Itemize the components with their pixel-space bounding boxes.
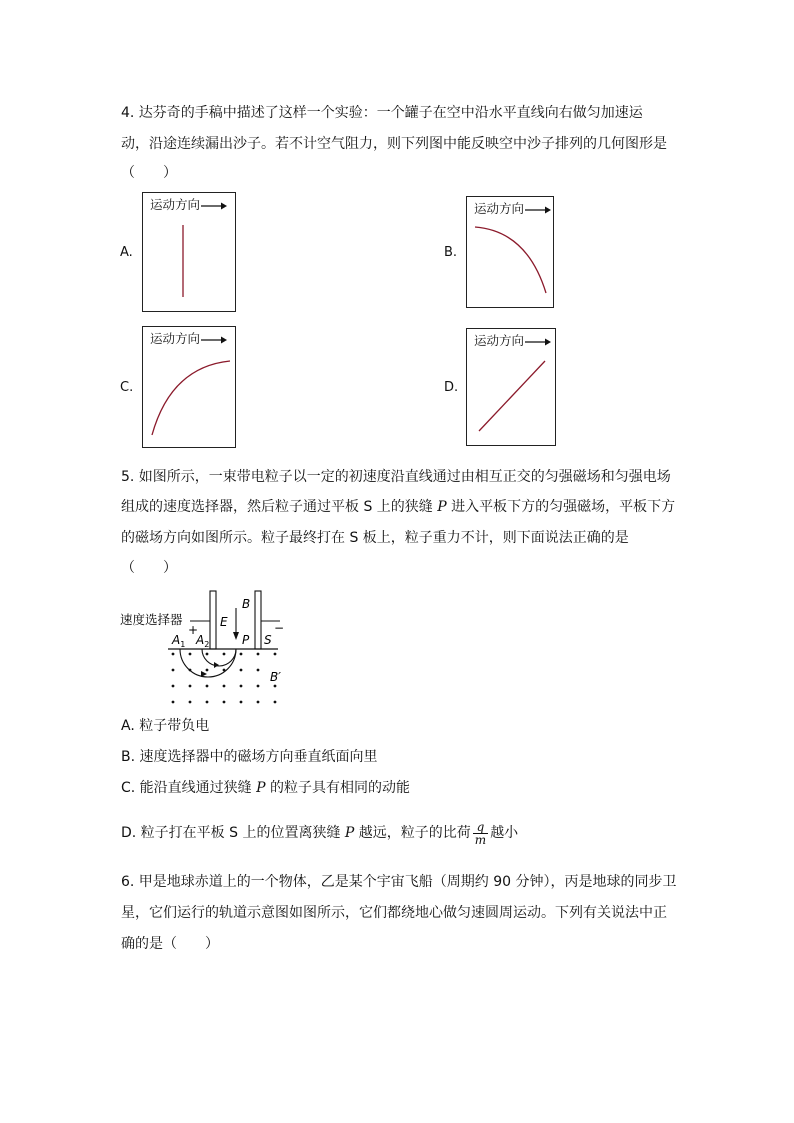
q4-option-c-label: C. (120, 380, 134, 395)
q5-line-1: 5. 如图所示，一束带电粒子以一定的初速度沿直线通过由相互正交的匀强磁场和匀强电场 (121, 469, 671, 485)
left-plate (210, 591, 216, 649)
q5-line-4: （ ） (121, 560, 177, 576)
trajectory-inner (202, 649, 236, 666)
q4-line-3: （ ） (121, 165, 177, 181)
q4-option-a-figure (142, 192, 236, 312)
velocity-selector-diagram (118, 588, 298, 710)
direction-caption: 运动方向 (150, 331, 227, 347)
direction-caption: 运动方向 (150, 197, 227, 213)
label-a1: $A_1$ (172, 633, 186, 649)
q6-line-1: 6. 甲是地球赤道上的一个物体，乙是某个宇宙飞船（周期约 90 分钟），丙是地球的同步卫 (121, 874, 677, 890)
downward-curve-shape (467, 197, 553, 307)
magnetic-field-dots (172, 653, 277, 704)
label-p: P (242, 633, 250, 647)
label-b: B (242, 597, 251, 611)
q5-option-a: A. 粒子带负电 (121, 718, 210, 734)
arrow-head-icon (214, 662, 219, 668)
label-a2: $A_2$ (196, 633, 210, 649)
charge-mass-ratio: $\frac{q}{m}$ (474, 819, 487, 847)
q4-option-d-label: D. (444, 380, 459, 395)
q4-option-b-label: B. (444, 245, 458, 260)
q4-option-b-figure (466, 196, 554, 308)
q5-option-d: D. 粒子打在平板 S 上的位置离狭缝 P 越远，粒子的比荷 $\frac{q}{m}$ 越小 (121, 819, 519, 847)
q5-option-c: C. 能沿直线通过狭缝 P 的粒子具有相同的动能 (121, 780, 411, 796)
label-b-prime: B′ (270, 670, 281, 684)
direction-caption: 运动方向 (474, 333, 551, 349)
diagonal-line-shape (467, 329, 555, 445)
arrow-head-icon (233, 632, 239, 640)
label-e: E (220, 615, 228, 629)
label-plus: + (188, 623, 199, 637)
q5-line-3: 的磁场方向如图所示。粒子最终打在 S 板上，粒子重力不计，则下面说法正确的是 (121, 530, 629, 546)
q4-line-1: 4. 达芬奇的手稿中描述了这样一个实验：一个罐子在空中沿水平直线向右做匀加速运 (121, 105, 643, 121)
label-minus: − (274, 621, 285, 635)
vertical-line-shape (143, 193, 235, 311)
q4-option-c-figure (142, 326, 236, 448)
right-plate (255, 591, 261, 649)
arrow-head-icon (201, 671, 207, 677)
q5-option-b: B. 速度选择器中的磁场方向垂直纸面向里 (121, 749, 378, 765)
q6-line-3: 确的是（ ） (121, 936, 219, 952)
selector-label: 速度选择器 (120, 612, 183, 627)
direction-caption: 运动方向 (474, 201, 551, 217)
q6-line-2: 星，它们运行的轨道示意图如图所示，它们都绕地心做匀速圆周运动。下列有关说法中正 (121, 905, 667, 921)
q4-option-a-label: A. (120, 245, 133, 260)
q5-line-2: 组成的速度选择器，然后粒子通过平板 S 上的狭缝 P 进入平板下方的匀强磁场，平板下方 (121, 499, 676, 515)
concave-down-curve-shape (143, 327, 235, 447)
label-s: S (264, 633, 272, 647)
q4-line-2: 动，沿途连续漏出沙子。若不计空气阻力，则下列图中能反映空中沙子排列的几何图形是 (121, 136, 667, 152)
q4-option-d-figure (466, 328, 556, 446)
